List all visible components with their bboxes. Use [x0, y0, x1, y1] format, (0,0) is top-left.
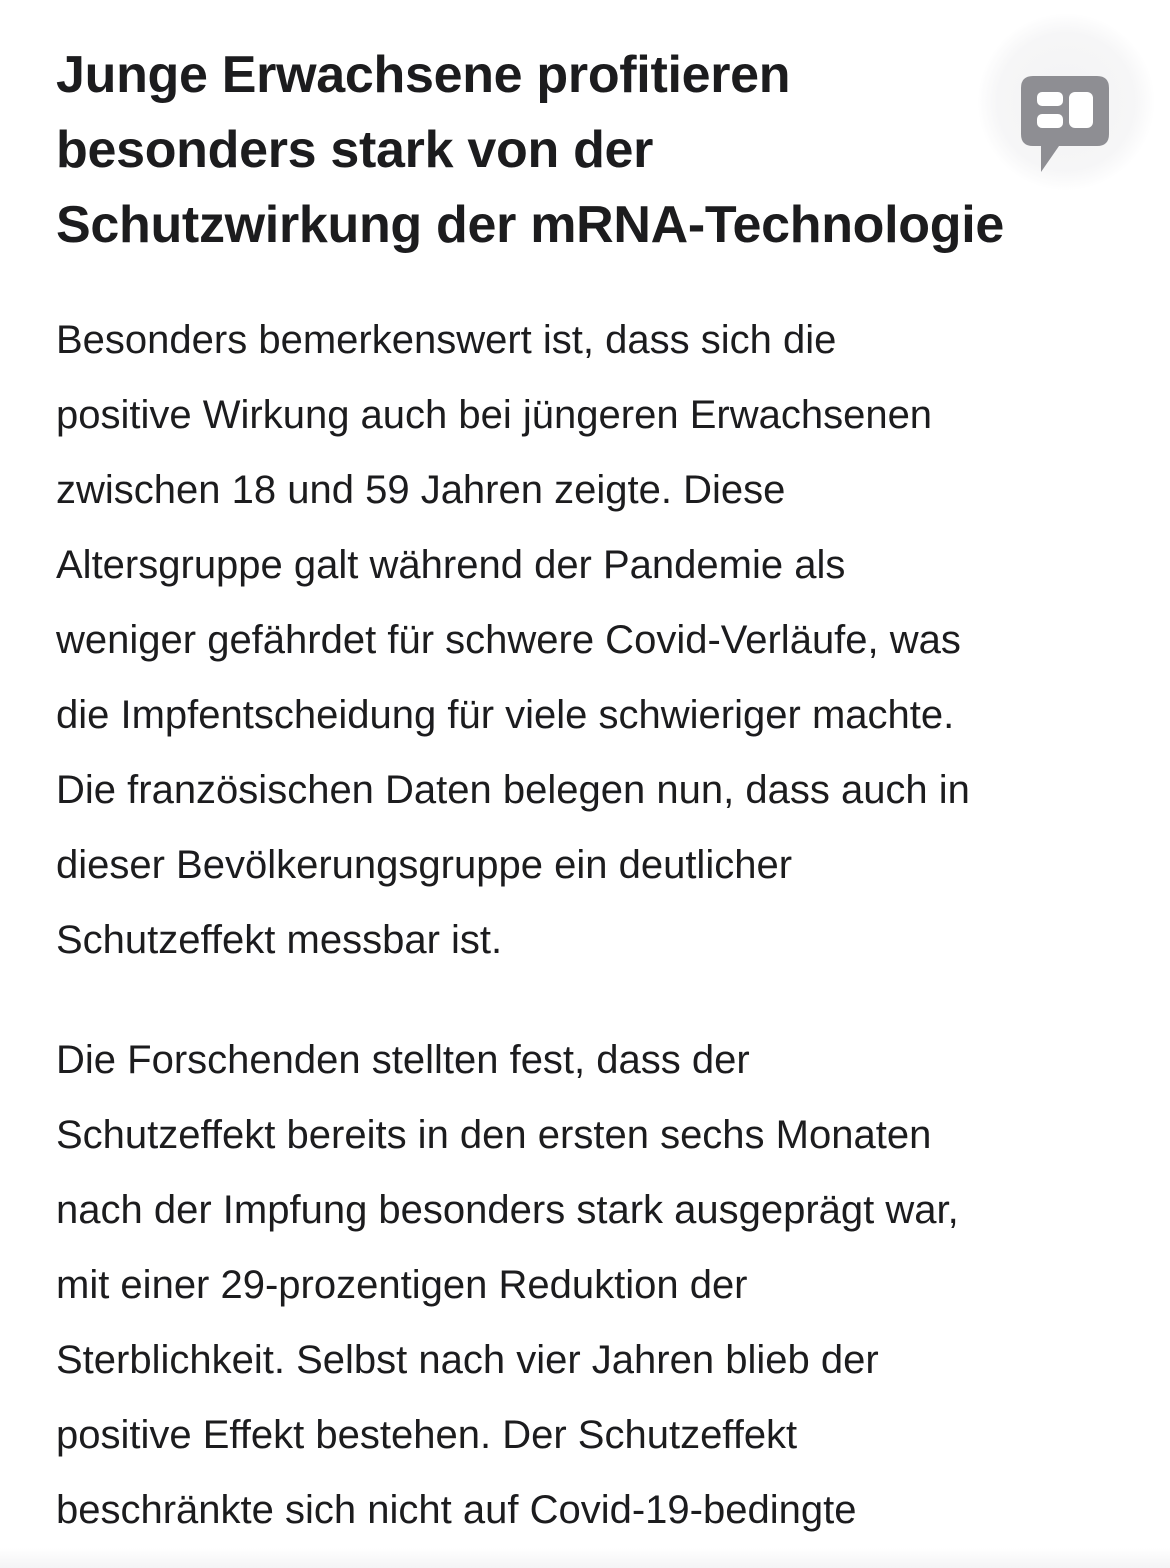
paragraph-line: nach der Impfung besonders stark ausgeprägt war,	[56, 1188, 959, 1232]
paragraph-line: Schutzeffekt messbar ist.	[56, 918, 503, 962]
paragraph-line: Die französischen Daten belegen nun, dass auch in	[56, 768, 970, 812]
paragraph-line: Sterblichkeit. Selbst nach vier Jahren blieb der	[56, 1338, 879, 1382]
paragraph-line: positive Wirkung auch bei jüngeren Erwachsenen	[56, 393, 933, 437]
paragraph-line: positive Effekt bestehen. Der Schutzeffekt	[56, 1413, 798, 1457]
paragraph-line: beschränkte sich nicht auf Covid-19-bedingte	[56, 1488, 857, 1532]
paragraph-line: Besonders bemerkenswert ist, dass sich die	[56, 318, 837, 362]
paragraph-line: Die Forschenden stellten fest, dass der	[56, 1038, 750, 1082]
paragraph-line: dieser Bevölkerungsgruppe ein deutlicher	[56, 843, 793, 887]
paragraph-line: Altersgruppe galt während der Pandemie als	[56, 543, 846, 587]
paragraph-line: Schutzeffekt bereits in den ersten sechs Monaten	[56, 1113, 932, 1157]
paragraph-line: mit einer 29-prozentigen Reduktion der	[56, 1263, 748, 1307]
paragraph-line: die Impfentscheidung für viele schwieriger machte.	[56, 693, 955, 737]
headline-line: Junge Erwachsene profitieren	[56, 46, 791, 104]
bottom-fade	[0, 1548, 1170, 1568]
headline-line: besonders stark von der	[56, 121, 654, 179]
article-headline	[56, 38, 1136, 263]
comments-button[interactable]	[978, 14, 1154, 190]
headline-line: Schutzwirkung der mRNA-Technologie	[56, 196, 1004, 254]
paragraph-line: zwischen 18 und 59 Jahren zeigte. Diese	[56, 468, 786, 512]
comment-icon	[1019, 74, 1111, 174]
article-body	[56, 38, 1136, 1548]
article-paragraph	[56, 303, 1136, 978]
paragraph-line: weniger gefährdet für schwere Covid-Verläufe, was	[56, 618, 961, 662]
article-paragraph	[56, 1023, 1136, 1548]
